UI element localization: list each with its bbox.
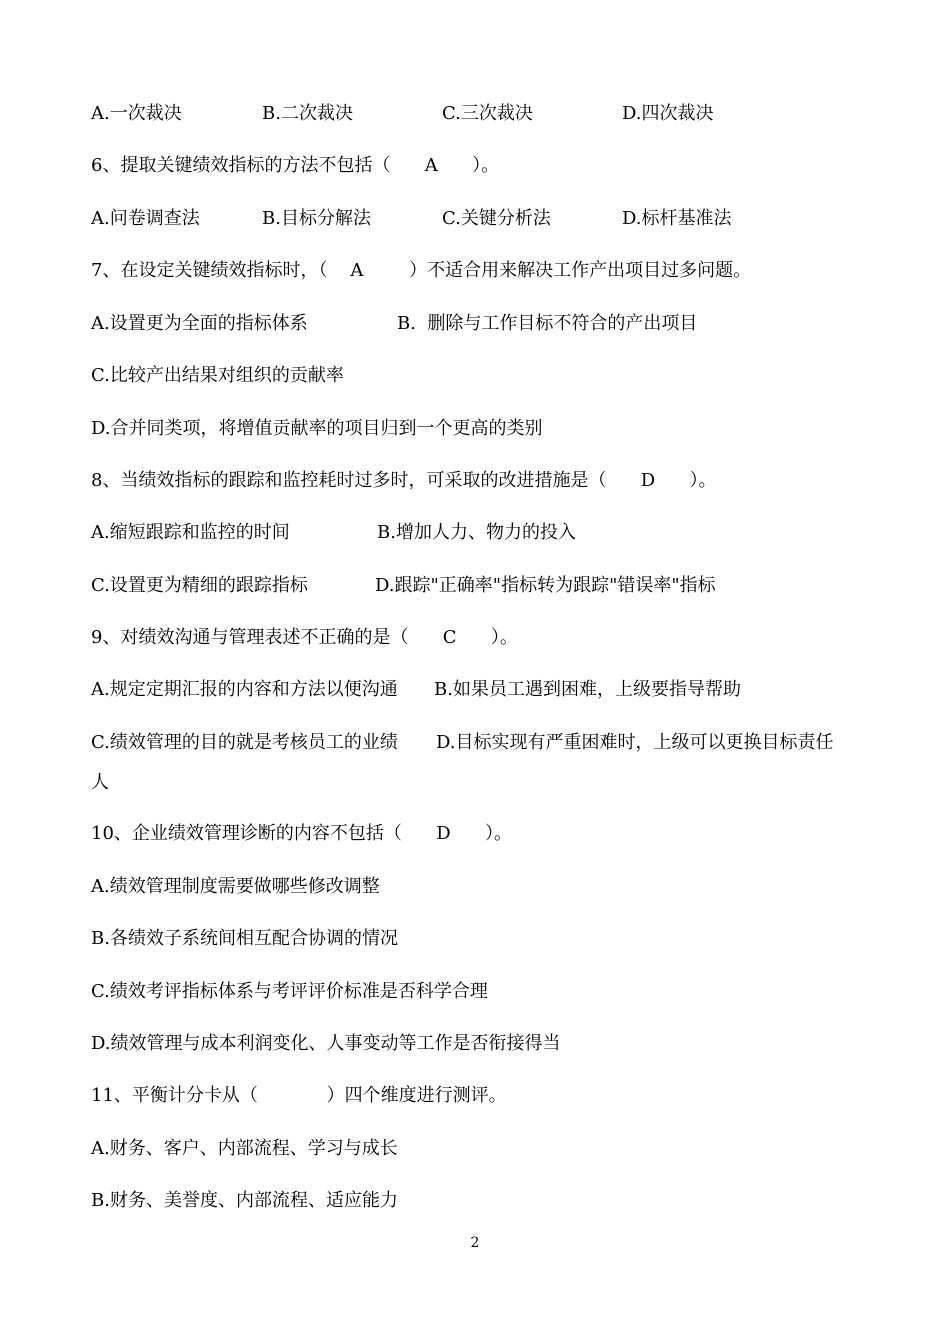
q6-option-b: B.目标分解法 bbox=[262, 208, 371, 229]
q9-option-a: A.规定定期汇报的内容和方法以便沟通 bbox=[91, 679, 398, 700]
q10-stem: 10、企业绩效管理诊断的内容不包括（ D ）。 bbox=[91, 823, 512, 844]
q10-option-a: A.绩效管理制度需要做哪些修改调整 bbox=[91, 876, 380, 897]
q8-stem: 8、当绩效指标的跟踪和监控耗时过多时，可采取的改进措施是（ D ）。 bbox=[91, 470, 717, 491]
q5-option-d: D.四次裁决 bbox=[622, 103, 714, 124]
q10-option-c: C.绩效考评指标体系与考评评价标准是否科学合理 bbox=[91, 981, 488, 1002]
q5-option-b: B.二次裁决 bbox=[262, 103, 353, 124]
q9-stem: 9、对绩效沟通与管理表述不正确的是（ C ）。 bbox=[91, 627, 518, 648]
q6-option-a: A.问卷调查法 bbox=[91, 208, 200, 229]
q5-option-a: A.一次裁决 bbox=[91, 103, 182, 124]
q7-option-d: D.合并同类项，将增值贡献率的项目归到一个更高的类别 bbox=[91, 418, 543, 439]
q7-stem: 7、在设定关键绩效指标时，（ A ）不适合用来解决工作产出项目过多问题。 bbox=[91, 260, 752, 281]
q11-stem: 11、平衡计分卡从（ ）四个维度进行测评。 bbox=[91, 1085, 507, 1106]
q9-option-b: B.如果员工遇到困难，上级要指导帮助 bbox=[434, 679, 741, 700]
q7-option-a: A.设置更为全面的指标体系 bbox=[91, 313, 308, 334]
q11-option-a: A.财务、客户、内部流程、学习与成长 bbox=[91, 1138, 398, 1159]
q8-option-a: A.缩短跟踪和监控的时间 bbox=[91, 522, 290, 543]
q7-option-b: B. 删除与工作目标不符合的产出项目 bbox=[397, 313, 698, 334]
q10-option-b: B.各绩效子系统间相互配合协调的情况 bbox=[91, 928, 398, 949]
q9-option-d-continuation: 人 bbox=[91, 772, 109, 793]
q9-option-d: D.目标实现有严重困难时，上级可以更换目标责任 bbox=[436, 732, 834, 753]
q9-option-c: C.绩效管理的目的就是考核员工的业绩 bbox=[91, 732, 398, 753]
q6-stem: 6、提取关键绩效指标的方法不包括（ A ）。 bbox=[91, 155, 500, 176]
q11-option-b: B.财务、美誉度、内部流程、适应能力 bbox=[91, 1190, 398, 1211]
page-number: 2 bbox=[470, 1235, 480, 1251]
q6-option-d: D.标杆基准法 bbox=[622, 208, 732, 229]
q5-option-c: C.三次裁决 bbox=[442, 103, 533, 124]
q8-option-d: D.跟踪"正确率"指标转为跟踪"错误率"指标 bbox=[375, 575, 716, 596]
q10-option-d: D.绩效管理与成本利润变化、人事变动等工作是否衔接得当 bbox=[91, 1033, 561, 1054]
q8-option-c: C.设置更为精细的跟踪指标 bbox=[91, 575, 308, 596]
q6-option-c: C.关键分析法 bbox=[442, 208, 551, 229]
q8-option-b: B.增加人力、物力的投入 bbox=[377, 522, 576, 543]
q7-option-c: C.比较产出结果对组织的贡献率 bbox=[91, 365, 344, 386]
